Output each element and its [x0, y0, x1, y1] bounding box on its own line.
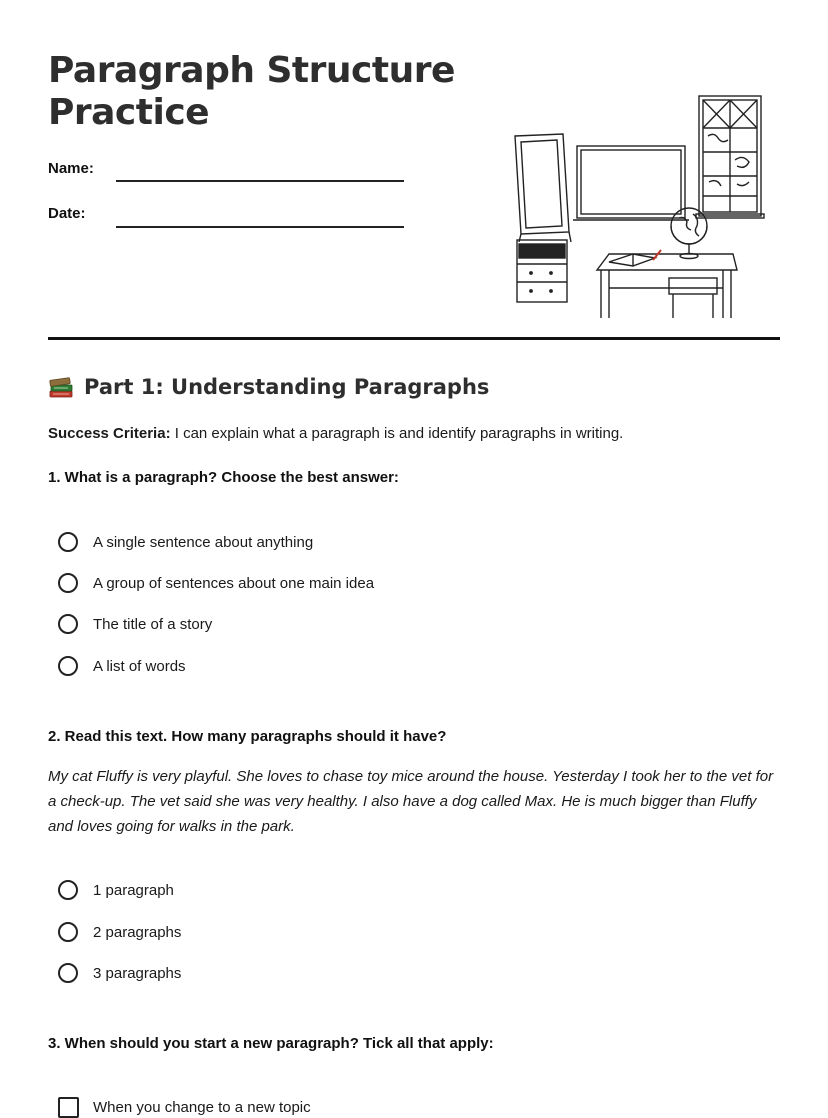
part1-heading — [48, 374, 489, 400]
q2-option-2[interactable] — [58, 922, 181, 942]
page-title: Paragraph Structure Practice — [48, 50, 455, 133]
option-label: A single sentence about anything — [93, 533, 314, 551]
criteria-text: I can explain what a paragraph is and identify paragraphs in writing. — [170, 425, 624, 442]
radio-button[interactable] — [58, 656, 78, 676]
question-1-prompt: 1. What is a paragraph? Choose the best answer: — [48, 469, 399, 486]
success-criteria — [48, 425, 623, 442]
option-label: A list of words — [93, 657, 186, 675]
option-label: The title of a story — [93, 615, 213, 633]
q2-option-1[interactable] — [58, 880, 174, 900]
name-label: Name: — [48, 160, 94, 177]
radio-button[interactable] — [58, 573, 78, 593]
checkbox[interactable] — [58, 1097, 79, 1118]
radio-button[interactable] — [58, 532, 78, 552]
question-2-prompt: 2. Read this text. How many paragraphs should it have? — [48, 728, 447, 745]
name-field[interactable] — [116, 180, 404, 182]
option-label: 2 paragraphs — [93, 923, 182, 941]
q2-option-3[interactable] — [58, 963, 181, 983]
radio-button[interactable] — [58, 922, 78, 942]
date-label: Date: — [48, 205, 86, 222]
date-field[interactable] — [116, 226, 404, 228]
q3-option-1[interactable] — [58, 1097, 311, 1118]
q1-option-4[interactable] — [58, 656, 186, 676]
q1-option-1[interactable] — [58, 532, 313, 552]
radio-button[interactable] — [58, 880, 78, 900]
radio-button[interactable] — [58, 614, 78, 634]
classroom-illustration — [505, 92, 767, 320]
books-icon — [48, 374, 74, 400]
part1-heading-text: Part 1: Understanding Paragraphs — [84, 375, 490, 399]
criteria-label: Success Criteria: — [48, 425, 171, 442]
q1-option-2[interactable] — [58, 573, 374, 593]
option-label: 1 paragraph — [93, 881, 174, 899]
section-divider — [48, 337, 780, 340]
question-3-prompt: 3. When should you start a new paragraph? Tick all that apply: — [48, 1035, 494, 1052]
radio-button[interactable] — [58, 963, 78, 983]
option-label: A group of sentences about one main idea — [93, 574, 375, 592]
option-label: 3 paragraphs — [93, 964, 182, 982]
option-label: When you change to a new topic — [93, 1099, 311, 1116]
reading-passage: My cat Fluffy is very playful. She loves to chase toy mice around the house. Yesterday I took her to the vet for a check-up. The vet said she was very healthy. I also have a dog called Max. He is much bigger than Fluffy and loves going for walks in the park. — [48, 768, 774, 835]
q1-option-3[interactable] — [58, 614, 212, 634]
